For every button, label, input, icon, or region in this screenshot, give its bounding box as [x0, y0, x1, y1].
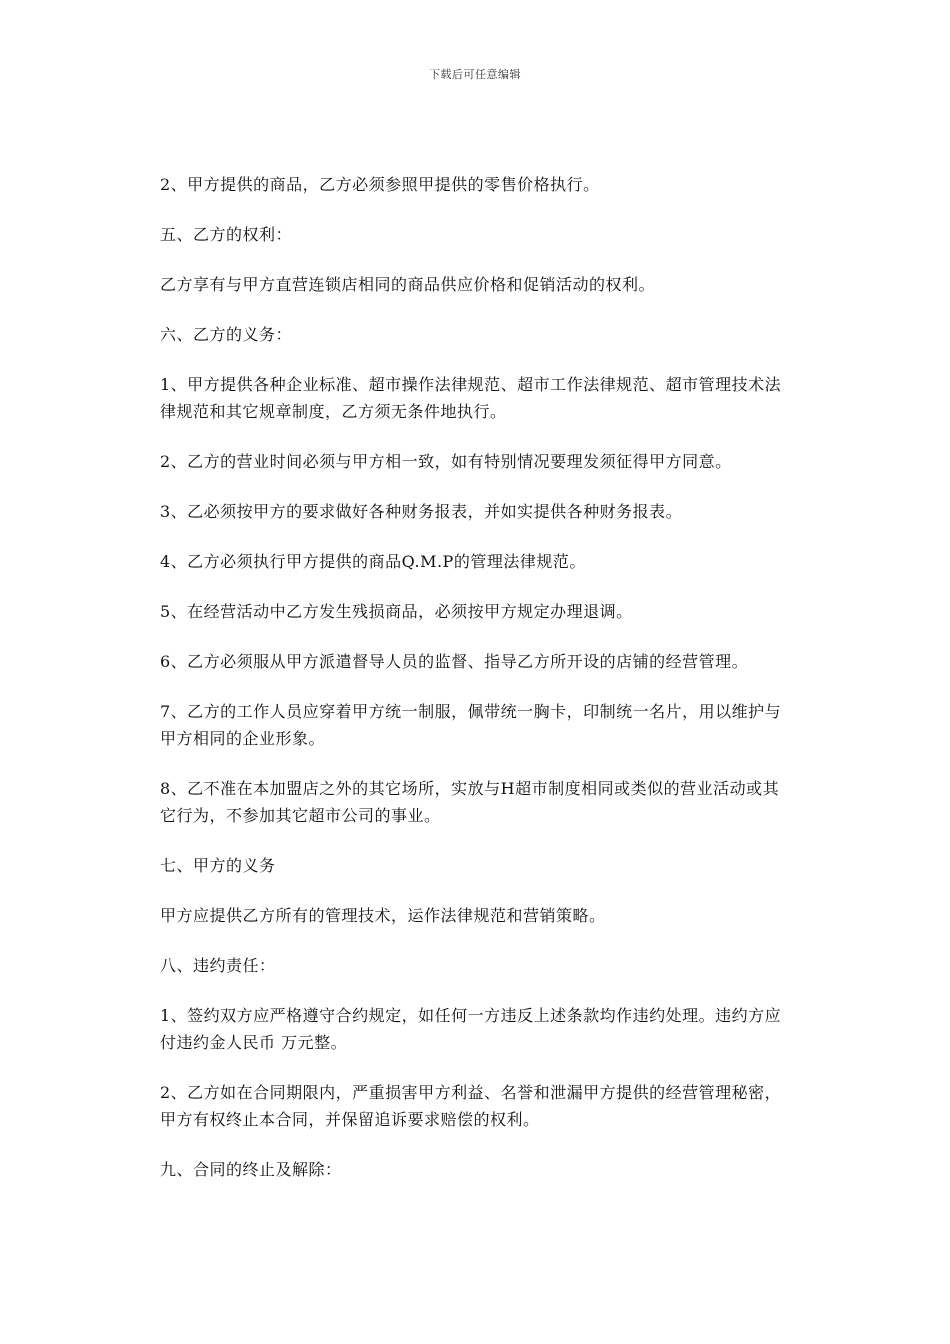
section-6-clause-2: 2、乙方的营业时间必须与甲方相一致，如有特别情况要理发须征得甲方同意。 — [160, 452, 732, 471]
section-6-clause-3: 3、乙必须按甲方的要求做好各种财务报表，并如实提供各种财务报表。 — [160, 502, 683, 521]
section-6-clause-1: 1、甲方提供各种企业标准、超市操作法律规范、超市工作法律规范、超市管理技术法律规范和其它规章制度，乙方须无条件地执行。 — [160, 375, 782, 421]
section-9-heading: 九、合同的终止及解除： — [160, 1160, 342, 1179]
section-6-clause-6: 6、乙方必须服从甲方派遣督导人员的监督、指导乙方所开设的店铺的经营管理。 — [160, 652, 749, 671]
section-6-clause-5: 5、在经营活动中乙方发生残损商品，必须按甲方规定办理退调。 — [160, 602, 633, 621]
section-6-clause-4: 4、乙方必须执行甲方提供的商品Q.M.P的管理法律规范。 — [160, 552, 586, 571]
document-body — [160, 171, 790, 1206]
section-7-body: 甲方应提供乙方所有的管理技术，运作法律规范和营销策略。 — [160, 906, 606, 925]
section-6-clause-7: 7、乙方的工作人员应穿着甲方统一制服，佩带统一胸卡，印制统一名片，用以维护与甲方相同的企业形象。 — [160, 702, 782, 748]
clause-2-retail-price: 2、甲方提供的商品，乙方必须参照甲提供的零售价格执行。 — [160, 175, 600, 194]
section-7-heading: 七、甲方的义务 — [160, 856, 276, 875]
section-6-heading: 六、乙方的义务： — [160, 325, 293, 344]
section-8-clause-2: 2、乙方如在合同期限内，严重损害甲方利益、名誉和泄漏甲方提供的经营管理秘密，甲方有权终止本合同，并保留追诉要求赔偿的权利。 — [160, 1083, 782, 1129]
section-6-clause-8: 8、乙不准在本加盟店之外的其它场所，实放与H超市制度相同或类似的营业活动或其它行为，不参加其它超市公司的事业。 — [160, 779, 780, 825]
section-8-clause-1: 1、签约双方应严格遵守合约规定，如任何一方违反上述条款均作违约处理。违约方应付违约金人民币 万元整。 — [160, 1006, 782, 1052]
page-header: 下载后可任意编辑 — [429, 68, 521, 81]
section-5-heading: 五、乙方的权利： — [160, 225, 293, 244]
section-8-heading: 八、违约责任： — [160, 956, 276, 975]
section-5-body: 乙方享有与甲方直营连锁店相同的商品供应价格和促销活动的权利。 — [160, 275, 656, 294]
